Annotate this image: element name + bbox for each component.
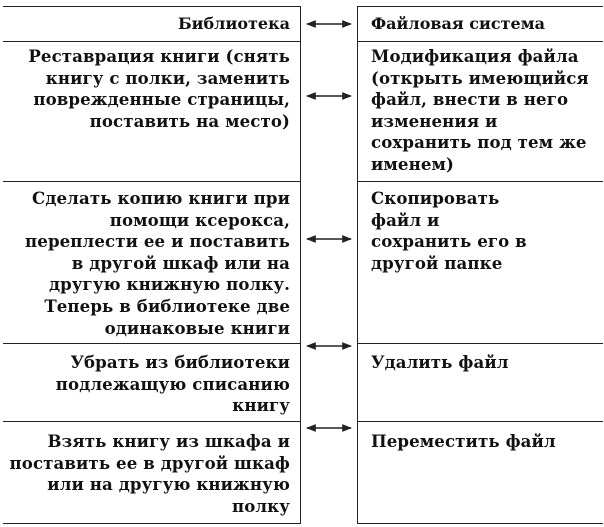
arrows-layer [301,0,357,527]
library-row-4-text: Взять книгу из шкафа и поставить ее в другой шкаф или на другую книжную полку [9,431,290,516]
filesystem-row-2 [358,182,603,344]
library-row-1 [3,42,300,182]
library-header: Библиотека [177,14,290,33]
library-row-2 [3,182,300,344]
library-header-cell [3,7,300,42]
library-row-2-text: Сделать копию книги при помощи ксерокса, переплести ее и поставить в другой шкаф или на другую книжную полку. Теперь в библиотеке две одинаковые книги [25,188,290,338]
filesystem-row-3-text: Удалить файл [371,352,509,372]
filesystem-row-1 [358,42,603,182]
library-row-3 [3,344,300,422]
library-row-4 [3,422,300,523]
filesystem-row-3 [358,344,603,422]
filesystem-row-4-text: Переместить файл [371,431,556,451]
filesystem-row-2-text: Скопировать файл и сохранить его в другой папке [371,188,527,273]
library-row-1-text: Реставрация книги (снять книгу с полки, заменить поврежденные страницы, поставить на место) [28,46,290,131]
library-row-3-text: Убрать из библиотеки подлежащую списанию книгу [55,352,290,416]
filesystem-header-cell [358,7,603,42]
library-column [3,6,301,524]
filesystem-header: Файловая система [371,14,545,33]
filesystem-column [357,6,603,524]
filesystem-row-4 [358,422,603,523]
filesystem-row-1-text: Модификация файла (открыть имеющийся файл, внести в него изменения и сохранить под тем же именем) [371,46,589,174]
